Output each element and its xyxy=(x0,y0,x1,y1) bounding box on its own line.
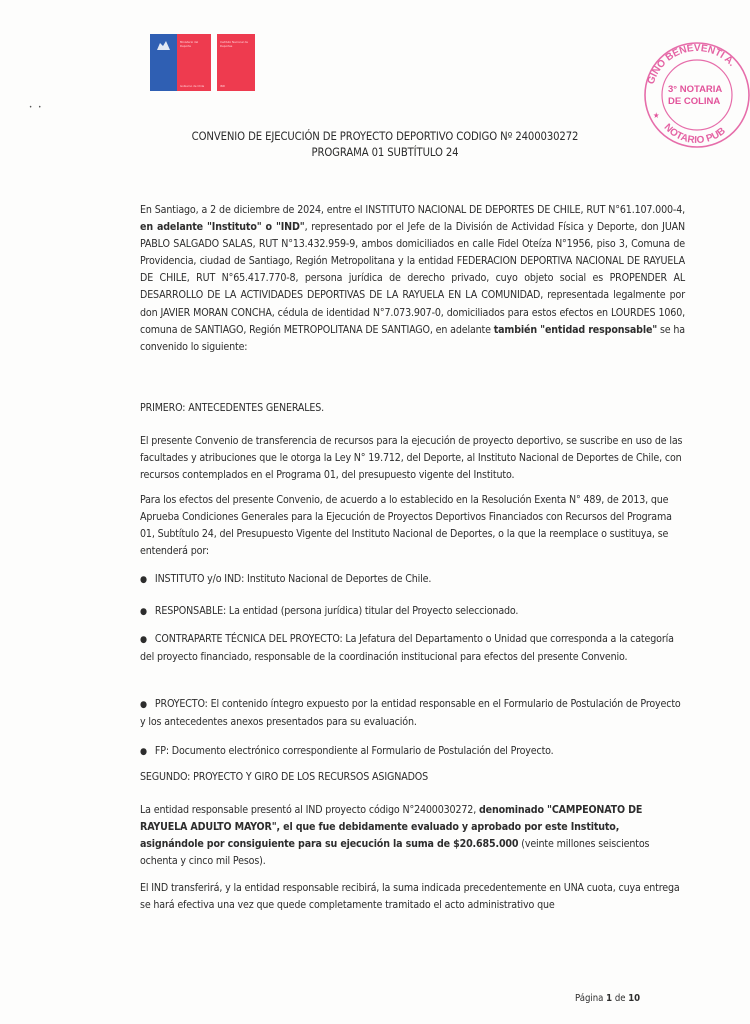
ministry-logo xyxy=(150,34,211,91)
logo-blue-panel xyxy=(150,34,177,91)
stamp-ring-bottom: NOTARIO PUB xyxy=(661,121,728,147)
stamp-center-line2: DE COLINA xyxy=(668,96,721,107)
intro-text-3: se ha convenido lo siguiente: xyxy=(140,323,685,353)
title-line-1: CONVENIO DE EJECUCIÓN DE PROYECTO DEPORTIVO CODIGO Nº 2400030272 xyxy=(191,130,579,143)
definition-item xyxy=(140,743,685,761)
intro-bold-1: en adelante "Instituto" o "IND" xyxy=(140,221,305,234)
section2-paragraph-1 xyxy=(140,802,685,870)
definition-text: CONTRAPARTE TÉCNICA DEL PROYECTO: La Jefatura del Departamento o Unidad que corresponda a la categoría del proyecto financiado, responsable de la coordinación institucional para efectos del presente Convenio. xyxy=(140,633,674,663)
page-number xyxy=(575,993,640,1004)
scan-specks: •• xyxy=(29,104,48,111)
section2-text-2: (veinte millones seiscientos ochenta y cinco mil Pesos). xyxy=(140,838,650,868)
bullet-icon: ● xyxy=(140,575,147,585)
document-title xyxy=(150,129,620,161)
chile-star-icon xyxy=(155,39,172,51)
stamp-center-line1: 3° NOTARIA xyxy=(668,84,723,95)
definition-item xyxy=(140,603,685,621)
stamp-star-icon: ★ xyxy=(653,111,660,120)
section-heading-segundo: SEGUNDO: PROYECTO Y GIRO DE LOS RECURSOS ASIGNADOS xyxy=(140,771,429,783)
institute-footer: IND xyxy=(220,84,225,88)
section1-paragraph-1: El presente Convenio de transferencia de recursos para la ejecución de proyecto deportivo, se suscribe en uso de las facultades y atribuciones que le otorga la Ley N° 19.712, del Deporte, al Instituto Nacional de Deportes de Chile, con recursos contemplados en el Programa 01, del presupuesto vigente del Instituto. xyxy=(140,435,683,482)
bullet-icon: ● xyxy=(140,700,147,710)
ministry-label: Ministerio del Deporte xyxy=(180,40,199,48)
page-total: 10 xyxy=(628,993,641,1004)
definition-text: FP: Documento electrónico correspondiente al Formulario de Postulación del Proyecto. xyxy=(154,745,554,757)
institute-label: Instituto Nacional de Deportes xyxy=(220,40,248,48)
definition-item xyxy=(140,571,685,589)
logo-red-panel xyxy=(177,34,211,91)
section2-paragraph-2: El IND transferirá, y la entidad responsable recibirá, la suma indicada precedentemente en UNA cuota, cuya entrega se hará efectiva una vez que quede completamente tramitado el acto administrativo que xyxy=(140,882,680,912)
page-current: 1 xyxy=(606,993,613,1004)
definition-item xyxy=(140,696,685,731)
definition-text: PROYECTO: El contenido íntegro expuesto por la entidad responsable en el Formulario de Postulación de Proyecto y los antecedentes anexos presentados para su evaluación. xyxy=(140,698,681,728)
section-heading-primero: PRIMERO: ANTECEDENTES GENERALES. xyxy=(140,402,325,414)
institute-logo xyxy=(217,34,255,91)
page-of-label: de xyxy=(614,993,626,1004)
section2-bold: denominado "CAMPEONATO DE RAYUELA ADULTO MAYOR", el que fue debidamente evaluado y aprobado por este Instituto, asignándole por consiguiente para su ejecución la suma de $20.685.000 xyxy=(140,804,643,851)
bullet-icon: ● xyxy=(140,747,147,757)
intro-bold-2: también "entidad responsable" xyxy=(493,323,658,336)
page-label: Página xyxy=(575,993,604,1004)
bullet-icon: ● xyxy=(140,635,147,645)
intro-text-2: , representado por el Jefe de la División de Actividad Física y Deporte, don JUAN PABLO SALGADO SALAS, RUT N°13.432.959-9, ambos domiciliados en calle Fidel Oteíza N°1956, piso 3, Comuna de Providencia, ciudad de Santiago, Región Metropolitana y la entidad FEDERACION DEPORTIVA NACIONAL DE RAYUELA DE CHILE, RUT N°65.417.770-8, persona jurídica de derecho privado, cuyo objeto social es PROPENDER AL DESARROLLO DE LA ACTIVIDADES DEPORTIVAS DE LA RAYUELA EN LA COMUNIDAD, representada legalmente por don JAVIER MORAN CONCHA, cédula de identidad N°7.073.907-0, domiciliados para estos efectos en LOURDES 1060, comuna de SANTIAGO, Región METROPOLITANA DE SANTIAGO, en adelante xyxy=(140,221,685,336)
ministry-footer: Gobierno de Chile xyxy=(180,84,205,88)
definition-item xyxy=(140,631,685,666)
definition-text: RESPONSABLE: La entidad (persona jurídica) titular del Proyecto seleccionado. xyxy=(154,605,519,617)
notary-stamp xyxy=(640,38,750,148)
section1-paragraph-2: Para los efectos del presente Convenio, de acuerdo a lo establecido en la Resolución Exenta N° 489, de 2013, que Aprueba Condiciones Generales para la Ejecución de Proyectos Deportivos Financiados con Recursos del Programa 01, Subtítulo 24, del Presupuesto Vigente del Instituto Nacional de Deportes, o la que la reemplace o sustituya, se entenderá por: xyxy=(140,494,672,558)
government-logo xyxy=(150,34,255,91)
bullet-icon: ● xyxy=(140,607,147,617)
intro-text-1: En Santiago, a 2 de diciembre de 2024, entre el INSTITUTO NACIONAL DE DEPORTES DE CHILE, RUT N°61.107.000-4, xyxy=(140,204,685,216)
intro-paragraph xyxy=(140,202,685,356)
section2-text-1: La entidad responsable presentó al IND proyecto código N°2400030272, xyxy=(140,804,479,816)
stamp-ring-top: GINO BENEVENTI A. xyxy=(645,42,738,86)
title-line-2: PROGRAMA 01 SUBTÍTULO 24 xyxy=(311,146,459,159)
definition-text: INSTITUTO y/o IND: Instituto Nacional de Deportes de Chile. xyxy=(154,573,432,585)
